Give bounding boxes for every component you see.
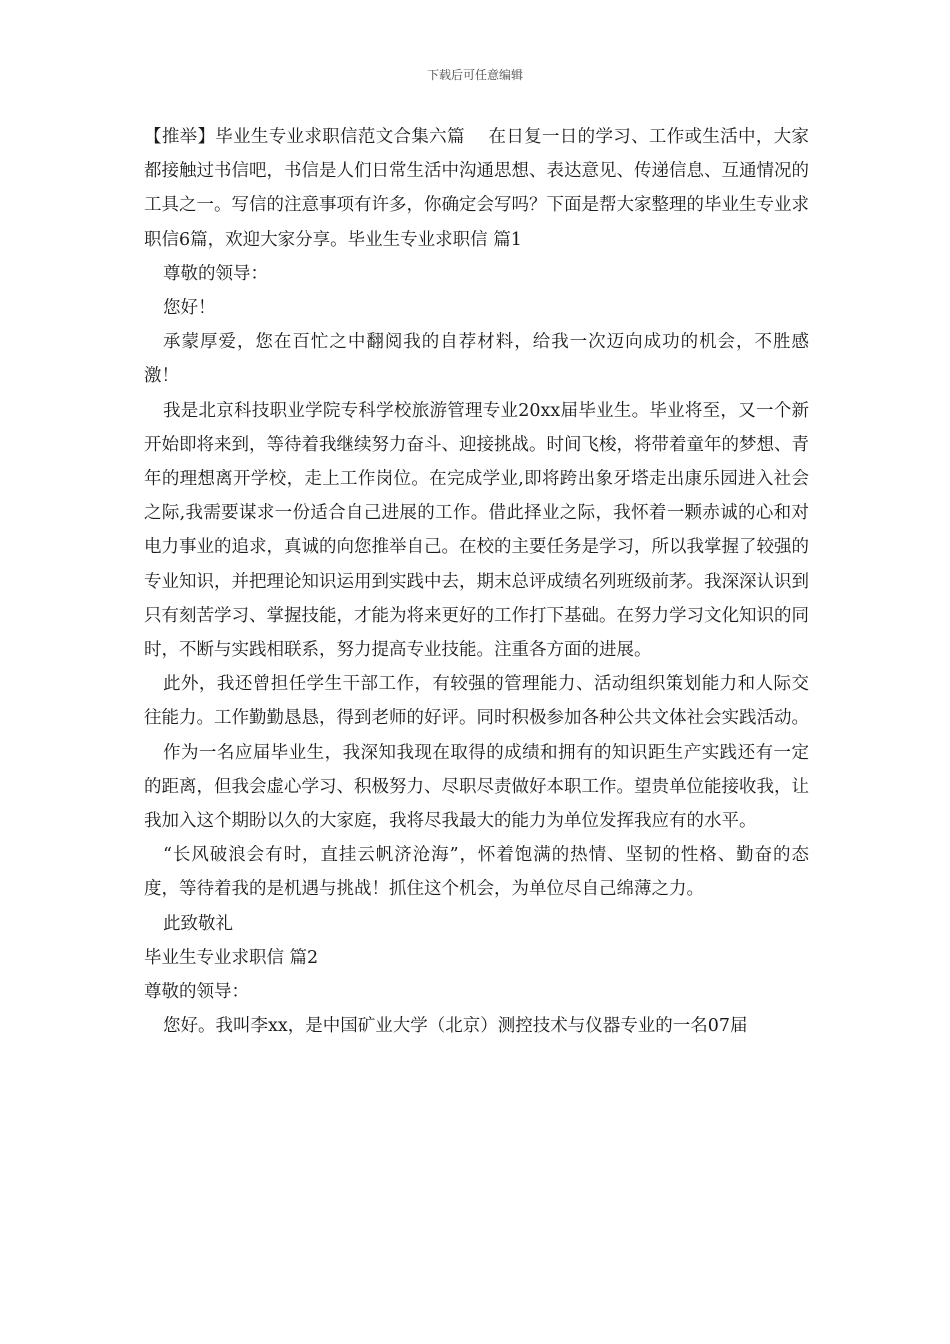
salutation: 尊敬的领导：: [163, 263, 268, 284]
section-heading: 毕业生专业求职信 篇2: [144, 947, 319, 968]
intro-paragraph: 【推举】毕业生专业求职信范文合集六篇 在日复一日的学习、工作或生活中，大家都接触过书信吧，书信是人们日常生活中沟通思想、表达意见、传递信息、互通情况的工具之一。写信的注意事项有许多，你确定会写吗？下面是帮大家整理的毕业生专业求职信6篇，欢迎大家分享。毕业生专业求职信 篇1: [144, 127, 809, 250]
body-paragraph: 您好。我叫李xx，是中国矿业大学（北京）测控技术与仪器专业的一名07届: [163, 1016, 748, 1037]
body-paragraph: “长风破浪会有时，直挂云帆济沧海”，怀着饱满的热情、坚韧的性格、勤奋的态度，等待着我的是机遇与挑战！抓住这个机会，为单位尽自己绵薄之力。: [144, 845, 809, 900]
page-header: 下载后可任意编辑: [426, 68, 523, 82]
body-paragraph: 我是北京科技职业学院专科学校旅游管理专业20xx届毕业生。毕业将至，又一个新开始即将来到，等待着我继续努力奋斗、迎接挑战。时间飞梭，将带着童年的梦想、青年的理想离开学校，走上工作岗位。在完成学业,即将跨出象牙塔走出康乐园进入社会之际,我需要谋求一份适合自己进展的工作。借此择业之际，我怀着一颗赤诚的心和对电力事业的追求，真诚的向您推举自己。在校的主要任务是学习，所以我掌握了较强的专业知识，并把理论知识运用到实践中去，期末总评成绩名列班级前茅。我深深认识到只有刻苦学习、掌握技能，才能为将来更好的工作打下基础。在努力学习文化知识的同时，不断与实践相联系，努力提高专业技能。注重各方面的进展。: [144, 400, 809, 661]
closing: 此致敬礼: [163, 913, 233, 934]
body-paragraph: 作为一名应届毕业生，我深知我现在取得的成绩和拥有的知识距生产实践还有一定的距离，但我会虚心学习、积极努力、尽职尽责做好本职工作。望贵单位能接收我，让我加入这个期盼以久的大家庭，我将尽我最大的能力为单位发挥我应有的水平。: [144, 742, 809, 832]
body-paragraph: 承蒙厚爱，您在百忙之中翻阅我的自荐材料，给我一次迈向成功的机会，不胜感激！: [144, 332, 809, 387]
body-paragraph: 此外，我还曾担任学生干部工作，有较强的管理能力、活动组织策划能力和人际交往能力。工作勤勤恳恳，得到老师的好评。同时积极参加各种公共文体社会实践活动。: [144, 674, 809, 729]
document-body: [144, 120, 809, 1043]
greeting: 您好！: [163, 298, 216, 319]
salutation: 尊敬的领导：: [144, 982, 249, 1003]
